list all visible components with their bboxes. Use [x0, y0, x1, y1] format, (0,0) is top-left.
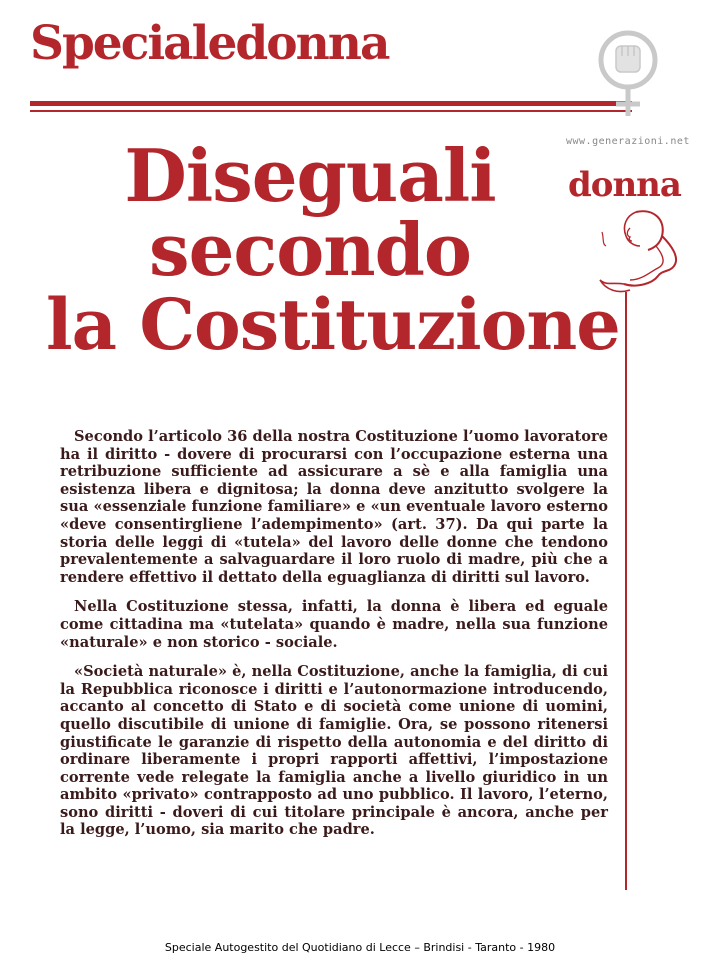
masthead-rule-thick [30, 101, 632, 106]
watermark-url: www.generazioni.net [566, 136, 690, 147]
column-divider [625, 292, 627, 890]
article-paragraph: Nella Costituzione stessa, infatti, la donna è libera ed eguale come cittadina ma «tutelata» quando è madre, nella sua funzione «naturale» e non storico - sociale. [60, 598, 608, 651]
article-paragraph: Secondo l’articolo 36 della nostra Costituzione l’uomo lavoratore ha il diritto - dovere di procurarsi con l’occupazione esterna una retribuzione sufficiente ad assicurare a sè e alla famiglia una esistenza libera e dignitosa; la donna deve anzitutto svolgere la sua «essenziale funzione familiare» e «un eventuale lavoro esterno «deve consentirgliene l’adempimento» (art. 37). Da qui parte la storia delle leggi di «tutela» del lavoro delle donne che tendono prevalentemente a salvaguardare il loro ruolo di madre, più che a rendere effettivo il dettato della eguaglianza di diritti sul lavoro. [60, 428, 608, 586]
article-paragraph: «Società naturale» è, nella Costituzione, anche la famiglia, di cui la Repubblica riconosce i diritti e l’autonormazione introducendo, accanto al concetto di Stato e di società come unione di uomini, quello discutibile di unione di famiglie. Ora, se possono ritenersi giustificate le garanzie di rispetto della autonomia e del diritto di ordinare liberamente i propri rapporti affettivi, l’impostazione corrente vede relegate la famiglia anche a livello giuridico in un ambito «privato» contrapposto ad uno pubblico. Il lavoro, l’eterno, sono diritti - doveri di cui titolare principale è ancora, anche per la legge, l’uomo, sia marito che padre. [60, 663, 608, 839]
masthead-title: Specialedonna [30, 16, 389, 71]
fist-logo-icon [598, 30, 660, 118]
headline-line-1: Diseguali [124, 133, 496, 218]
side-logo-text: donna [568, 165, 681, 205]
headline-line-3: la Costituzione [46, 283, 620, 366]
headline-line-2: secondo [149, 207, 471, 292]
headline [40, 133, 620, 366]
article-body [60, 428, 608, 851]
footer-caption: Speciale Autogestito del Quotidiano di Lecce – Brindisi - Taranto - 1980 [164, 941, 556, 954]
masthead-rule-thin [30, 110, 632, 112]
